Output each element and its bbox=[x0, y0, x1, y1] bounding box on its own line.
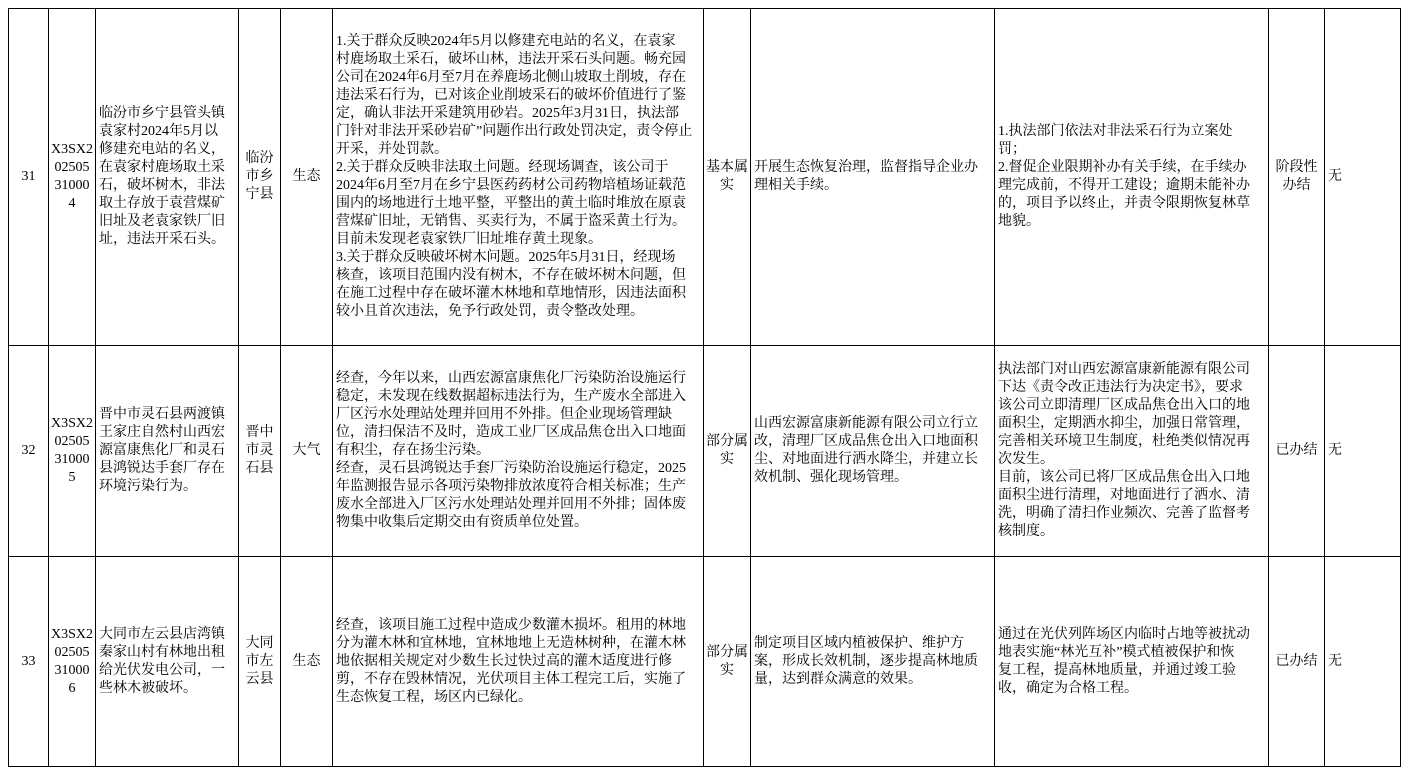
complaint-cell bbox=[96, 9, 239, 346]
result-text: 的，项目予以终止，并责令限期恢复林草 bbox=[998, 196, 1250, 211]
measures-text: 量，达到群众满意的效果。 bbox=[754, 671, 922, 687]
region-text: 市乡 bbox=[245, 169, 274, 184]
measures-text: 开展生态恢复治理，监督指导企业办 bbox=[754, 160, 978, 175]
verification-cell bbox=[704, 9, 751, 346]
investigation-text: 村鹿场取土采石，破坏山林，违法开采石头问题。畅充园 bbox=[336, 52, 686, 67]
complaint-text: 袁家村2024年5月以 bbox=[99, 124, 218, 139]
investigation-text: 地依据相关规定对少数生长过快过高的灌木适度进行修 bbox=[336, 653, 672, 669]
case-id-text: 5 bbox=[68, 470, 76, 485]
category-text: 大气 bbox=[292, 443, 321, 458]
investigation-text: 经查，该项目施工过程中造成少数灌木损坏。租用的林地 bbox=[336, 617, 686, 633]
case-id-cell bbox=[49, 9, 96, 346]
case-id-text: 31000 bbox=[54, 178, 90, 193]
result-text: 通过在光伏列阵场区内临时占地等被扰动 bbox=[998, 626, 1250, 642]
table-row bbox=[9, 9, 1401, 346]
investigation-text: 定，确认非法开采建筑用砂岩。2025年3月31日，执法部 bbox=[336, 106, 679, 121]
investigation-text: 核查，该项目范围内没有树木，不存在破坏树木问题，但 bbox=[336, 268, 686, 283]
complaint-text: 环境污染行为。 bbox=[99, 479, 197, 494]
verification-text: 实 bbox=[720, 662, 734, 678]
result-text: 面积尘，定期洒水抑尘，加强日常管理， bbox=[998, 416, 1250, 431]
status-text: 办结 bbox=[1282, 178, 1311, 193]
region-cell bbox=[239, 346, 281, 557]
measures-text: 山西宏源富康新能源有限公司立行立 bbox=[754, 416, 978, 431]
region-text: 云县 bbox=[245, 671, 274, 687]
verification-text: 基本属 bbox=[706, 160, 748, 175]
case-id-text: 02505 bbox=[54, 644, 90, 660]
investigation-cell bbox=[333, 9, 704, 346]
status-cell bbox=[1269, 346, 1325, 557]
complaint-text: 给光伏发电公司，一 bbox=[99, 662, 225, 678]
investigation-text: 营煤矿旧址，无销售、买卖行为，不属于盗采黄土行为。 bbox=[336, 214, 686, 229]
measures-text: 制定项目区域内植被保护、维护方 bbox=[754, 635, 964, 651]
case-id-text: X3SX2 bbox=[50, 416, 93, 431]
investigation-text: 厂区污水处理站处理并回用不外排。但企业现场管理缺 bbox=[336, 407, 672, 422]
measures-text: 效机制、强化现场管理。 bbox=[754, 470, 908, 485]
investigation-text: 剪，不存在毁林情况，光伏项目主体工程完工后，实施了 bbox=[336, 671, 686, 687]
investigation-text: 在施工过程中存在破坏灌木林地和草地情形，因违法面积 bbox=[336, 286, 686, 301]
region-cell bbox=[239, 9, 281, 346]
result-text: 地表实施“林光互补”模式植被保护和恢 bbox=[998, 644, 1235, 660]
case-id-text: 02505 bbox=[54, 160, 90, 175]
investigation-text: 2024年6月至7月在乡宁县医药药材公司药物培植场证载范 bbox=[336, 178, 686, 193]
investigation-text: 废水全部进入厂区污水处理站处理并回用不外排；固体废 bbox=[336, 497, 686, 512]
complaint-text: 石，破坏树木，非法 bbox=[99, 178, 225, 193]
verification-text: 部分属 bbox=[706, 644, 748, 660]
investigation-text: 开采，并处罚款。 bbox=[336, 142, 448, 157]
result-text: 罚； bbox=[998, 142, 1026, 157]
case-table-sheet bbox=[8, 8, 1400, 767]
result-text: 复工程，提高林地质量，并通过竣工验 bbox=[998, 662, 1236, 678]
status-cell bbox=[1269, 557, 1325, 767]
investigation-text: 门针对非法开采砂岩矿”问题作出行政处罚决定，责令停止 bbox=[336, 124, 693, 139]
investigation-cell bbox=[333, 557, 704, 767]
table-row bbox=[9, 557, 1401, 767]
result-text: 执法部门对山西宏源富康新能源有限公司 bbox=[998, 362, 1250, 377]
case-number-text: 31 bbox=[21, 169, 36, 184]
measures-text: 改，清理厂区成品焦仓出入口地面积 bbox=[754, 434, 978, 449]
measures-cell bbox=[751, 9, 995, 346]
investigation-text: 生态恢复工程，场区内已绿化。 bbox=[336, 689, 532, 705]
case-id-text: 31000 bbox=[54, 452, 90, 467]
case-id-cell bbox=[49, 346, 96, 557]
investigation-cell bbox=[333, 346, 704, 557]
complaint-text: 王家庄自然村山西宏 bbox=[99, 425, 225, 440]
result-text: 1.执法部门依法对非法采石行为立案处 bbox=[998, 124, 1233, 139]
result-text: 次发生。 bbox=[998, 452, 1054, 467]
remark-text: 无 bbox=[1328, 443, 1342, 458]
remark-cell bbox=[1325, 557, 1401, 767]
case-id-text: 31000 bbox=[54, 662, 90, 678]
result-text: 收，确定为合格工程。 bbox=[998, 680, 1138, 696]
case-id-cell bbox=[49, 557, 96, 767]
case-number-cell bbox=[9, 557, 49, 767]
investigation-text: 违法采石行为，已对该企业削坡采石的破坏价值进行了鉴 bbox=[336, 88, 686, 103]
verification-text: 实 bbox=[720, 452, 734, 467]
complaint-text: 修建充电站的名义， bbox=[99, 142, 225, 157]
case-table bbox=[8, 8, 1401, 767]
investigation-text: 经查，今年以来，山西宏源富康焦化厂污染防治设施运行 bbox=[336, 371, 686, 386]
investigation-text: 2.关于群众反映非法取土问题。经现场调查，该公司于 bbox=[336, 160, 669, 175]
category-cell bbox=[281, 9, 333, 346]
complaint-text: 在袁家村鹿场取土采 bbox=[99, 160, 225, 175]
measures-cell bbox=[751, 557, 995, 767]
complaint-cell bbox=[96, 346, 239, 557]
complaint-text: 临汾市乡宁县管头镇 bbox=[99, 106, 225, 121]
measures-cell bbox=[751, 346, 995, 557]
complaint-text: 晋中市灵石县两渡镇 bbox=[99, 407, 225, 422]
result-text: 该公司立即清理厂区成品焦仓出入口的地 bbox=[998, 398, 1250, 413]
status-text: 已办结 bbox=[1275, 443, 1318, 458]
verification-text: 实 bbox=[720, 178, 734, 193]
table-body bbox=[9, 9, 1401, 767]
region-text: 市灵 bbox=[245, 443, 274, 458]
case-id-text: 4 bbox=[68, 196, 76, 211]
result-text: 完善相关环境卫生制度，杜绝类似情况再 bbox=[998, 434, 1250, 449]
complaint-text: 大同市左云县店湾镇 bbox=[99, 626, 225, 642]
investigation-text: 围内的场地进行土地平整，平整出的黄土临时堆放在原袁 bbox=[336, 196, 686, 211]
category-cell bbox=[281, 346, 333, 557]
case-id-text: 02505 bbox=[54, 434, 90, 449]
region-cell bbox=[239, 557, 281, 767]
result-text: 2.督促企业限期补办有关手续，在手续办 bbox=[998, 160, 1247, 175]
status-text: 阶段性 bbox=[1275, 160, 1318, 175]
investigation-text: 有积尘，存在扬尘污染。 bbox=[336, 443, 490, 458]
result-text: 理完成前，不得开工建设；逾期未能补办 bbox=[998, 178, 1250, 193]
region-text: 石县 bbox=[245, 461, 274, 476]
complaint-text: 源富康焦化厂和灵石 bbox=[99, 443, 225, 458]
case-number-cell bbox=[9, 346, 49, 557]
result-text: 洗，明确了清扫作业频次、完善了监督考 bbox=[998, 506, 1250, 521]
complaint-text: 县鸿锐达手套厂存在 bbox=[99, 461, 225, 476]
result-cell bbox=[995, 557, 1269, 767]
remark-cell bbox=[1325, 9, 1401, 346]
case-id-text: X3SX2 bbox=[50, 142, 93, 157]
remark-cell bbox=[1325, 346, 1401, 557]
case-id-text: 6 bbox=[68, 680, 76, 696]
measures-text: 案，形成长效机制，逐步提高林地质 bbox=[754, 653, 978, 669]
investigation-text: 3.关于群众反映破坏树木问题。2025年5月31日，经现场 bbox=[336, 250, 676, 265]
investigation-text: 公司在2024年6月至7月在养鹿场北侧山坡取土削坡，存在 bbox=[336, 70, 686, 85]
region-text: 市左 bbox=[245, 653, 274, 669]
category-cell bbox=[281, 557, 333, 767]
result-text: 下达《责令改正违法行为决定书》，要求 bbox=[998, 380, 1243, 395]
complaint-cell bbox=[96, 557, 239, 767]
verification-cell bbox=[704, 346, 751, 557]
region-text: 临汾 bbox=[245, 151, 274, 166]
measures-text: 尘、对地面进行洒水降尘，并建立长 bbox=[754, 452, 978, 467]
remark-text: 无 bbox=[1328, 169, 1342, 184]
remark-text: 无 bbox=[1328, 653, 1342, 669]
case-number-text: 33 bbox=[21, 653, 36, 669]
region-text: 大同 bbox=[245, 635, 274, 651]
verification-text: 部分属 bbox=[706, 434, 748, 449]
measures-text: 理相关手续。 bbox=[754, 178, 838, 193]
investigation-text: 经查，灵石县鸿锐达手套厂污染防治设施运行稳定，2025 bbox=[336, 461, 686, 476]
category-text: 生态 bbox=[292, 169, 321, 184]
complaint-text: 取土存放于袁营煤矿 bbox=[99, 196, 225, 211]
result-cell bbox=[995, 9, 1269, 346]
region-text: 晋中 bbox=[245, 425, 274, 440]
case-number-cell bbox=[9, 9, 49, 346]
case-id-text: X3SX2 bbox=[50, 626, 93, 642]
investigation-text: 1.关于群众反映2024年5月以修建充电站的名义，在袁家 bbox=[336, 34, 676, 49]
status-cell bbox=[1269, 9, 1325, 346]
region-text: 宁县 bbox=[245, 187, 274, 202]
complaint-text: 址，违法开采石头。 bbox=[99, 232, 225, 247]
complaint-text: 旧址及老袁家铁厂旧 bbox=[99, 214, 225, 229]
investigation-text: 稳定，未发现在线数据超标违法行为，生产废水全部进入 bbox=[336, 389, 686, 404]
table-row bbox=[9, 346, 1401, 557]
investigation-text: 较小且首次违法，免予行政处罚，责令整改处理。 bbox=[336, 304, 644, 319]
result-text: 地貌。 bbox=[998, 214, 1040, 229]
investigation-text: 物集中收集后定期交由有资质单位处置。 bbox=[336, 515, 588, 530]
verification-cell bbox=[704, 557, 751, 767]
result-cell bbox=[995, 346, 1269, 557]
complaint-text: 些林木被破坏。 bbox=[99, 680, 197, 696]
investigation-text: 年监测报告显示各项污染物排放浓度符合相关标准；生产 bbox=[336, 479, 686, 494]
result-text: 目前，该公司已将厂区成品焦仓出入口地 bbox=[998, 470, 1250, 485]
status-text: 已办结 bbox=[1275, 653, 1318, 669]
complaint-text: 秦家山村有林地出租 bbox=[99, 644, 225, 660]
result-text: 核制度。 bbox=[998, 524, 1054, 539]
investigation-text: 位，清扫保洁不及时，造成工业厂区成品焦仓出入口地面 bbox=[336, 425, 686, 440]
investigation-text: 分为灌木林和宜林地，宜林地地上无造林树种，在灌木林 bbox=[336, 635, 686, 651]
case-number-text: 32 bbox=[21, 443, 36, 458]
result-text: 面积尘进行清理，对地面进行了洒水、清 bbox=[998, 488, 1250, 503]
category-text: 生态 bbox=[292, 653, 321, 669]
investigation-text: 目前未发现老袁家铁厂旧址堆存黄土现象。 bbox=[336, 232, 602, 247]
